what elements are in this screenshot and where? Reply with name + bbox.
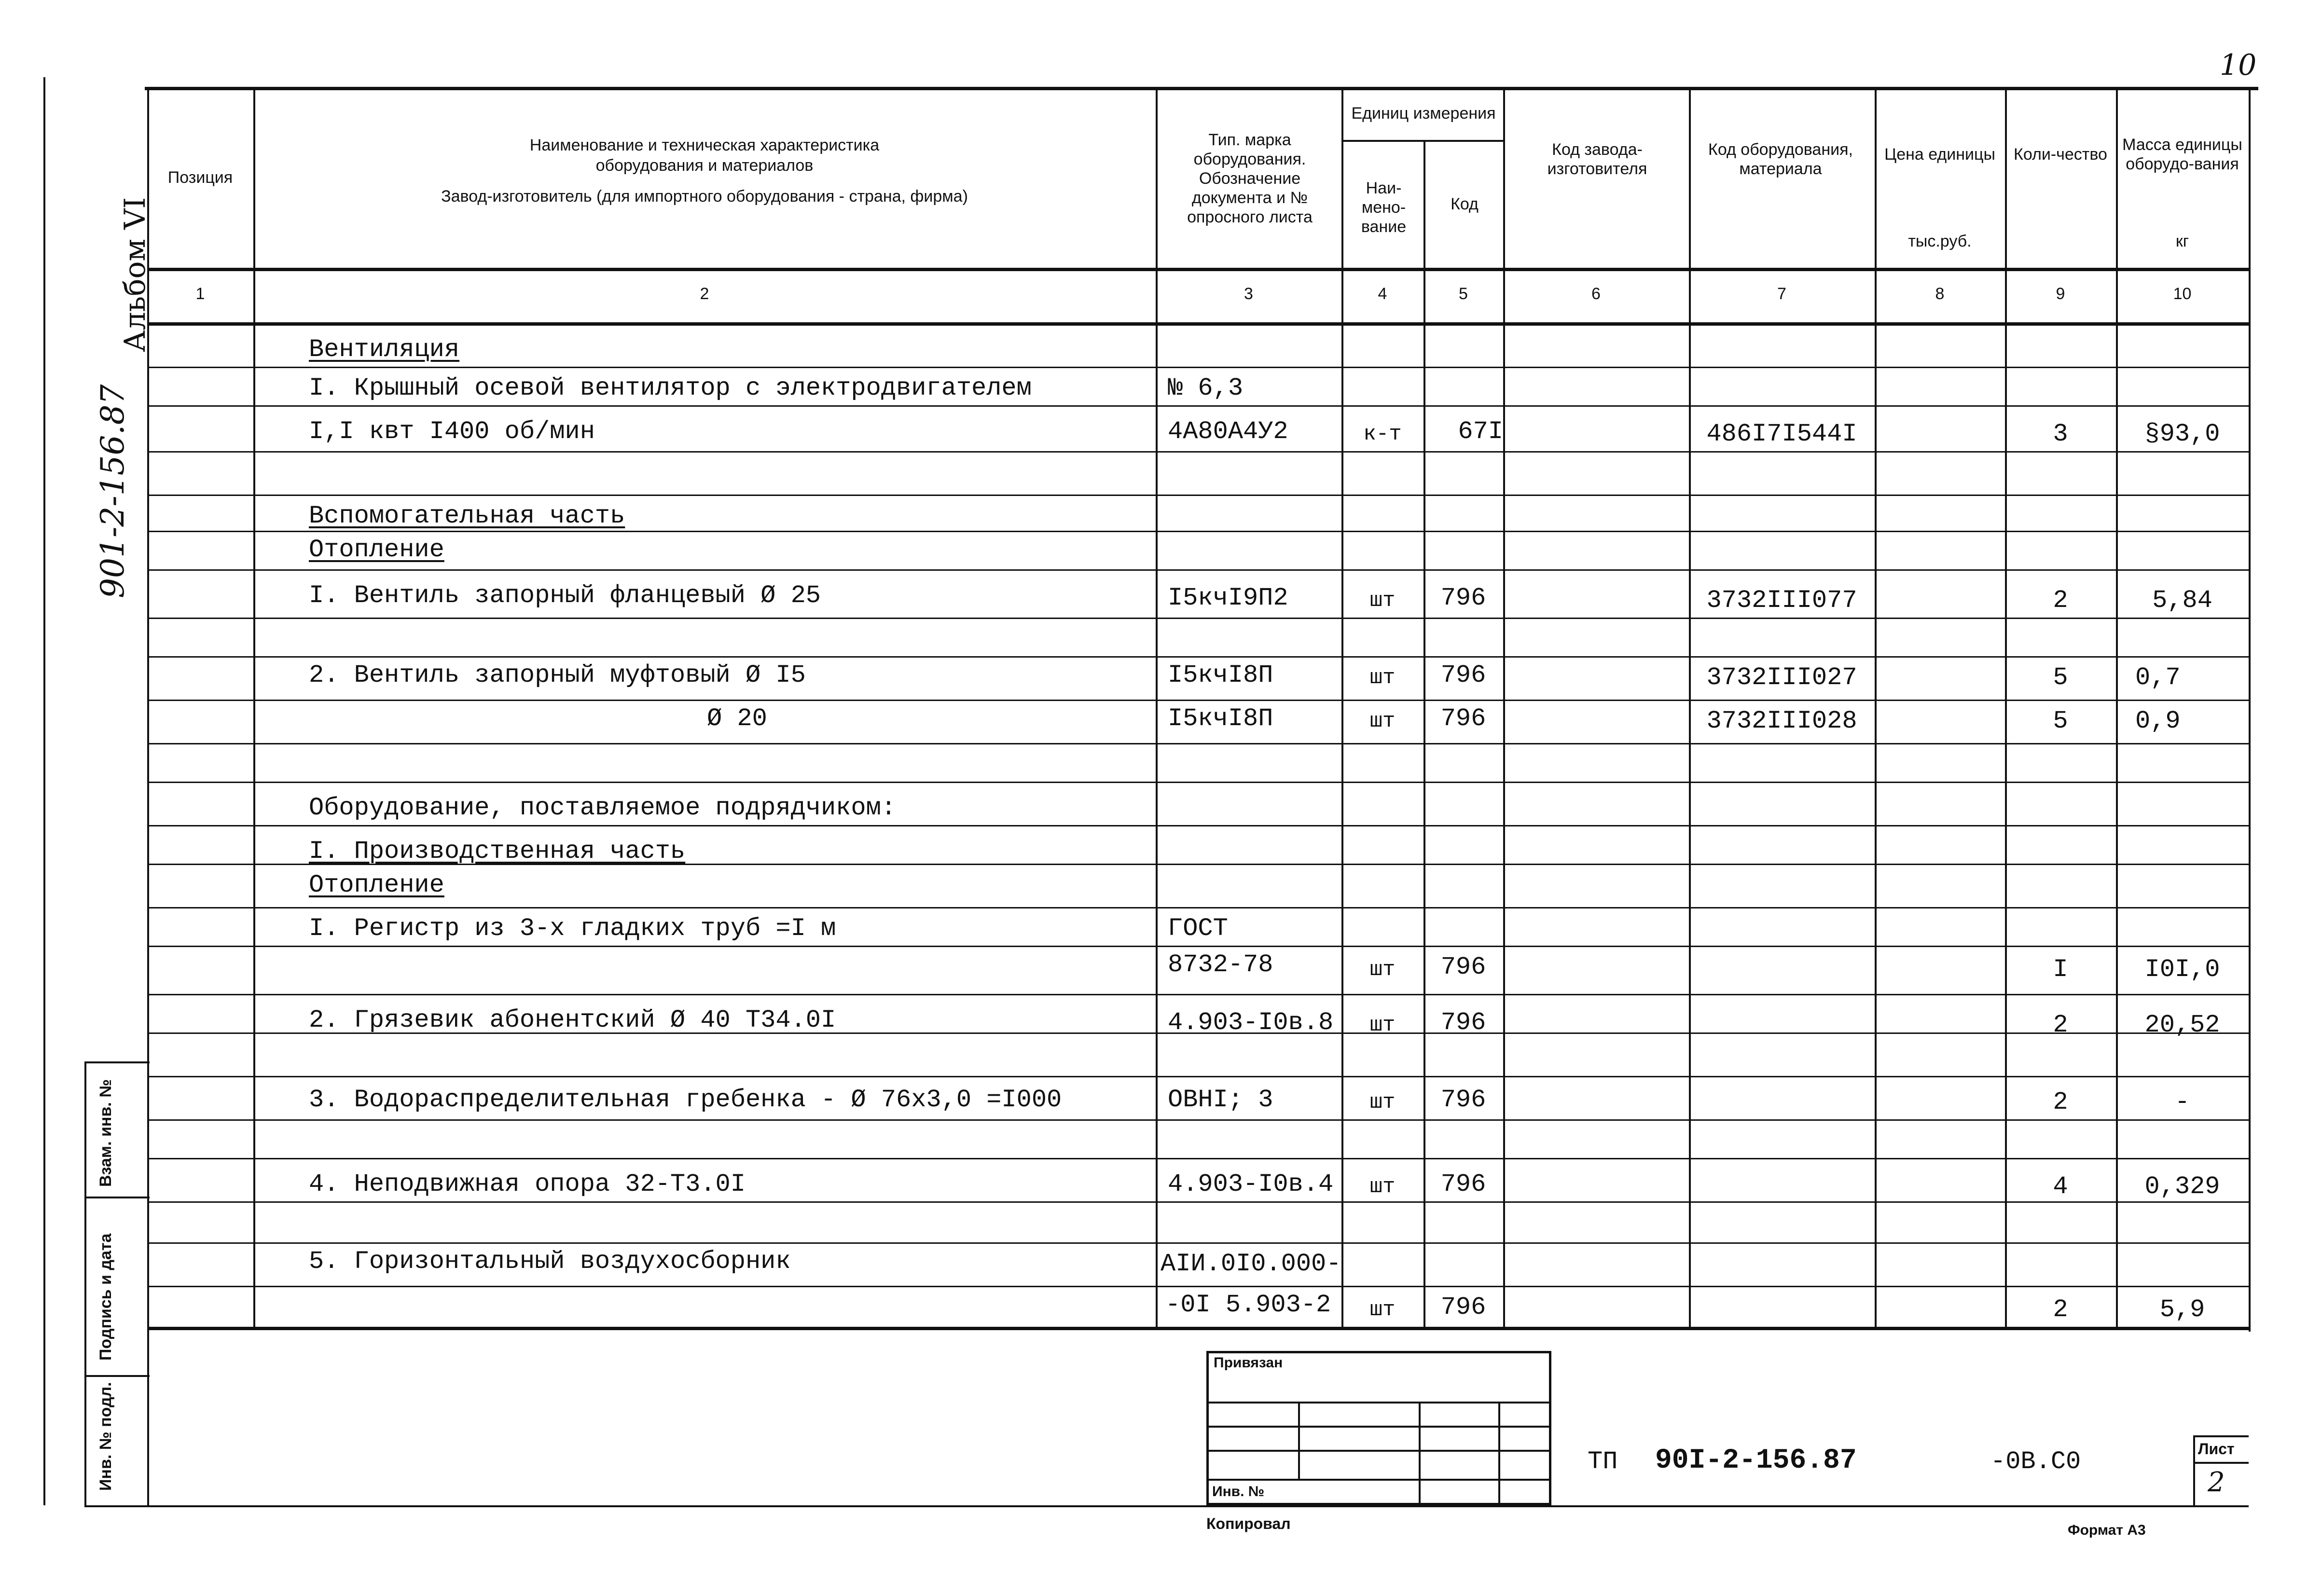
item-mass: - (2174, 1088, 2190, 1116)
section-heading: Вентиляция (309, 335, 460, 364)
item-name: I,I квт I400 об/мин (309, 417, 595, 446)
col-number-7: 7 (1777, 285, 1786, 303)
row-line (147, 1076, 2249, 1077)
col-line-4 (1423, 140, 1425, 1327)
sheet-number: 2 (2208, 1467, 2225, 1498)
stamp-vline (1298, 1402, 1300, 1479)
item-mass: 5,9 (2159, 1295, 2205, 1324)
side-stamp-top (84, 1061, 150, 1063)
item-unit-code: 796 (1440, 1170, 1486, 1198)
row-line (147, 907, 2249, 908)
col-number-1: 1 (195, 285, 205, 303)
doc-prefix: ТП (1588, 1447, 1618, 1476)
item-quantity: 2 (2053, 1295, 2068, 1324)
row-line (147, 451, 2249, 453)
item-unit: к-т (1363, 422, 1402, 446)
row-line (147, 495, 2249, 496)
footer-format: Формат А3 (2068, 1522, 2146, 1538)
stamp-privyazan: Привязан (1214, 1355, 1283, 1371)
row-line (147, 994, 2249, 995)
frame-left (43, 77, 45, 1505)
item-unit-code: 796 (1440, 584, 1486, 612)
sheet-line (2193, 1462, 2249, 1464)
item-name: 2. Грязевик абонентский Ø 40 Т34.0I (309, 1006, 836, 1034)
stamp-inv: Инв. № (1212, 1484, 1265, 1500)
header-unit-code: Код (1451, 194, 1479, 213)
col-line-5 (1503, 87, 1505, 1327)
col-number-10: 10 (2173, 285, 2192, 303)
item-unit-code: 796 (1440, 953, 1486, 981)
item-quantity: 4 (2053, 1172, 2068, 1201)
header-name-line2: оборудования и материалов (595, 156, 814, 175)
section-heading: Вспомогательная часть (309, 502, 625, 530)
sheet-label: Лист (2198, 1440, 2235, 1458)
col-number-9: 9 (2056, 285, 2065, 303)
item-unit-code: 796 (1440, 1293, 1486, 1321)
item-type: ОВНI; 3 (1168, 1086, 1273, 1114)
doc-suffix: -0В.С0 (1990, 1447, 2081, 1476)
item-unit-code: 796 (1440, 661, 1486, 689)
header-unit-name: Наи-мено-вание (1361, 179, 1407, 236)
col-line-2 (1156, 87, 1158, 1327)
item-mass: 20,52 (2144, 1011, 2220, 1039)
item-unit: шт (1369, 1013, 1396, 1037)
doc-code: 90I-2-156.87 (1655, 1445, 1857, 1476)
item-type: ГОСТ (1168, 914, 1228, 943)
row-line (147, 531, 2249, 532)
header-position: Позиция (167, 168, 233, 187)
row-line (147, 1119, 2249, 1121)
item-quantity: 3 (2053, 420, 2068, 448)
footer-copied: Копировал (1206, 1515, 1291, 1532)
row-line (147, 367, 2249, 368)
row-line (147, 1158, 2249, 1159)
item-quantity: 5 (2053, 707, 2068, 735)
album-label: Альбом VI (118, 197, 152, 352)
side-stamp-label-2: Подпись и дата (97, 1233, 115, 1361)
header-name-line3: Завод-изготовитель (для импортного оборудования - страна, фирма) (441, 187, 968, 206)
item-name: 3. Водораспределительная гребенка - Ø 76х3,0 =I000 (309, 1086, 1062, 1114)
item-material-code: 3732III027 (1706, 663, 1857, 692)
page-number: 10 (2220, 48, 2257, 82)
item-mass: §93,0 (2144, 420, 2220, 448)
header-units-group: Единиц измерения (1351, 104, 1496, 123)
col-line-1 (253, 87, 255, 1327)
item-unit-code: 796 (1440, 1086, 1486, 1114)
stamp-vline (1498, 1402, 1500, 1505)
item-unit-code: 67I (1458, 417, 1503, 446)
item-name: Ø 20 (707, 704, 767, 733)
item-quantity: 5 (2053, 663, 2068, 692)
row-line (147, 700, 2249, 701)
frame-bottom (84, 1505, 2249, 1507)
header-mass-unit: кг (2175, 232, 2189, 250)
header-bottom (147, 268, 2249, 271)
side-code: 901-2-156.87 (94, 384, 131, 598)
item-type: 4.903-I0в.8 (1168, 1008, 1334, 1037)
item-mass: I0I,0 (2144, 955, 2220, 984)
row-line (147, 405, 2249, 407)
header-material-code: Код оборудования, материала (1708, 140, 1853, 178)
section-heading: Отопление (309, 871, 444, 899)
item-quantity: 2 (2053, 1011, 2068, 1039)
row-line (147, 825, 2249, 826)
col-line-7 (1875, 87, 1877, 1327)
item-type: № 6,3 (1168, 374, 1244, 402)
row-line (147, 1286, 2249, 1287)
item-quantity: I (2053, 955, 2068, 984)
header-quantity: Коли-чество (2014, 145, 2107, 164)
item-name: 5. Горизонтальный воздухосборник (309, 1247, 791, 1276)
item-name: I. Вентиль запорный фланцевый Ø 25 (309, 581, 821, 610)
item-quantity: 2 (2053, 586, 2068, 615)
item-unit: шт (1369, 1090, 1396, 1114)
item-type: I5кчI8П (1168, 704, 1273, 733)
item-unit: шт (1369, 666, 1396, 690)
header-price-unit: тыс.руб. (1908, 232, 1972, 250)
item-unit-code: 796 (1440, 704, 1486, 733)
stamp-vline (1419, 1402, 1421, 1505)
item-name: I. Крышный осевой вентилятор с электродвигателем (309, 374, 1032, 402)
item-type: I5кчI9П2 (1168, 584, 1288, 612)
row-line (147, 569, 2249, 571)
item-mass: 0,7 (2135, 663, 2181, 692)
side-stamp-right (84, 1061, 86, 1505)
col-number-4: 4 (1378, 285, 1387, 303)
item-unit: шт (1369, 1175, 1396, 1199)
item-unit: шт (1369, 958, 1396, 982)
item-unit: шт (1369, 589, 1396, 613)
item-name: 4. Неподвижная опора 32-Т3.0I (309, 1170, 746, 1198)
col-number-3: 3 (1244, 285, 1253, 303)
section-heading: Отопление (309, 536, 444, 564)
row-line (147, 782, 2249, 783)
col-number-2: 2 (700, 285, 709, 303)
side-stamp-div1 (84, 1197, 150, 1198)
col-number-5: 5 (1459, 285, 1468, 303)
side-stamp-label-1: Взам. инв. № (97, 1079, 115, 1187)
row-line (147, 743, 2249, 744)
item-material-code: 3732III077 (1706, 586, 1857, 615)
header-mass: Масса единицы оборудо-вания (2122, 136, 2242, 173)
header-name-line1: Наименование и техническая характеристика (529, 136, 880, 154)
col-number-6: 6 (1591, 285, 1601, 303)
item-name: 2. Вентиль запорный муфтовый Ø I5 (309, 661, 806, 689)
section-heading: I. Производственная часть (309, 837, 686, 866)
item-unit: шт (1369, 709, 1396, 733)
item-mass: 0,329 (2144, 1172, 2220, 1201)
row-line (147, 618, 2249, 619)
frame-top (145, 87, 2258, 90)
numbers-bottom (147, 322, 2249, 326)
item-mass: 0,9 (2135, 707, 2181, 735)
item-type: I5кчI8П (1168, 661, 1273, 689)
item-type: 8732-78 (1168, 950, 1273, 979)
row-line (147, 656, 2249, 658)
item-type: 4.903-I0в.4 (1168, 1170, 1334, 1198)
table-bottom (147, 1327, 2249, 1330)
item-name: I. Регистр из 3-х гладких труб =I м (309, 914, 836, 943)
side-stamp-label-3: Инв. № подл. (97, 1382, 115, 1491)
item-unit: шт (1369, 1298, 1396, 1322)
header-plant-code: Код завода-изготовителя (1547, 140, 1647, 178)
side-stamp-div2 (84, 1375, 150, 1377)
item-quantity: 2 (2053, 1088, 2068, 1116)
header-price: Цена единицы (1884, 145, 1995, 164)
col-number-8: 8 (1935, 285, 1945, 303)
item-material-code: 486I7I544I (1706, 420, 1857, 448)
row-line (147, 1242, 2249, 1244)
row-line (147, 1201, 2249, 1203)
item-material-code: 3732III028 (1706, 707, 1857, 735)
item-type: АIИ.0I0.000- (1161, 1250, 1341, 1278)
row-line (147, 946, 2249, 947)
section-heading: Оборудование, поставляемое подрядчиком: (309, 794, 896, 822)
item-type: -0I 5.903-2 (1165, 1291, 1331, 1319)
header-type: Тип. марка оборудования. Обозначение документа и № опросного листа (1187, 131, 1313, 226)
item-mass: 5,84 (2152, 586, 2212, 615)
item-type: 4А80А4У2 (1168, 417, 1288, 446)
item-unit-code: 796 (1440, 1008, 1486, 1037)
header-name (253, 135, 1156, 206)
